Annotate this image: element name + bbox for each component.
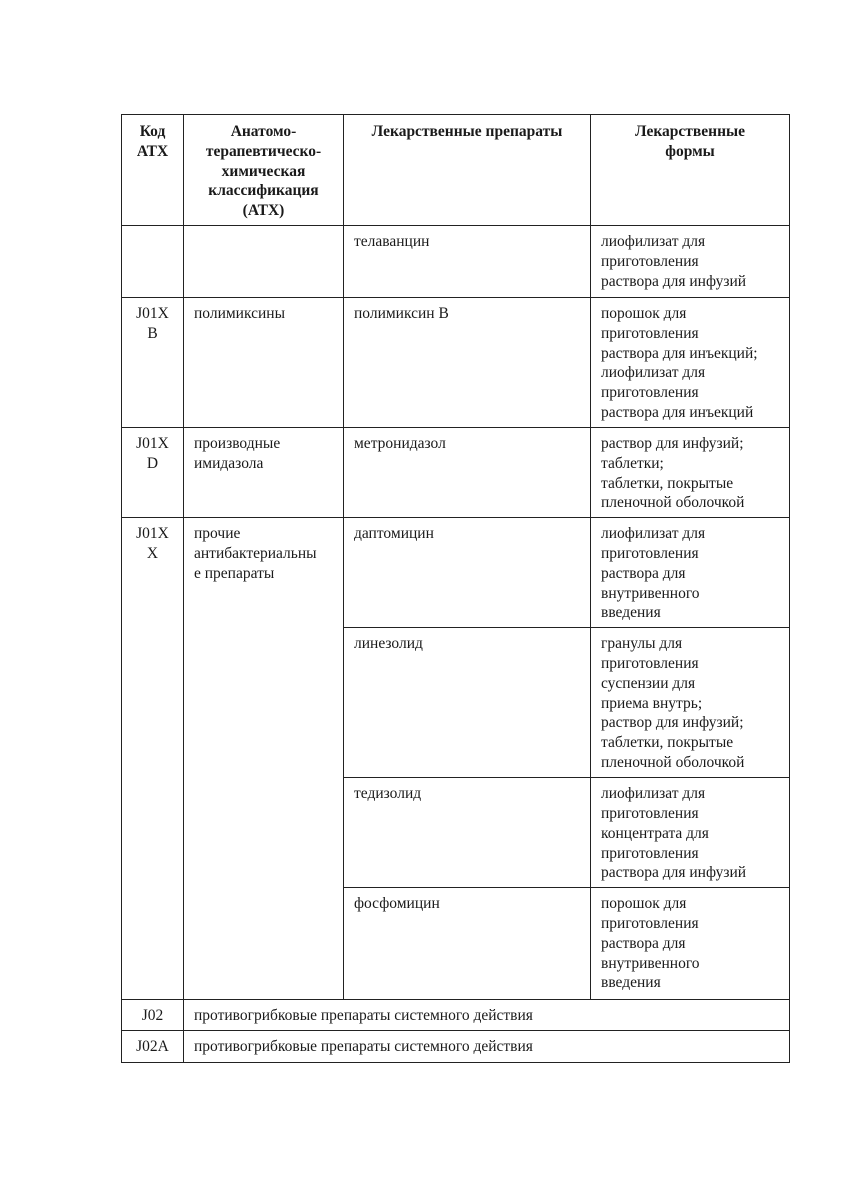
dosage-forms-cell: лиофилизат для приготовления раствора для инфузий — [591, 225, 790, 297]
table-row — [122, 1000, 790, 1031]
dosage-forms-cell: гранулы для приготовления суспензии для приема внутрь; раствор для инфузий; таблетки, покрытые пленочной оболочкой — [591, 628, 790, 778]
table-row — [122, 225, 790, 297]
atx-code-cell: J01X B — [122, 297, 184, 427]
atx-code-cell: J01X D — [122, 427, 184, 517]
drug-name-cell: даптомицин — [344, 518, 591, 628]
atx-group-cell: противогрибковые препараты системного действия — [184, 1030, 790, 1062]
drug-name-cell: метронидазол — [344, 427, 591, 517]
atx-group-cell: полимиксины — [184, 297, 344, 427]
atx-code-cell: J02A — [122, 1030, 184, 1062]
dosage-forms-cell: лиофилизат для приготовления концентрата для приготовления раствора для инфузий — [591, 778, 790, 888]
atx-group-cell: прочие антибактериальны е препараты — [184, 518, 344, 1000]
drug-name-cell: тедизолид — [344, 778, 591, 888]
atx-group-cell: противогрибковые препараты системного действия — [184, 1000, 790, 1031]
drug-name-cell: линезолид — [344, 628, 591, 778]
table-header-row — [122, 115, 790, 226]
header-drugs: Лекарственные препараты — [344, 115, 591, 226]
drug-name-cell: телаванцин — [344, 225, 591, 297]
table-row — [122, 518, 790, 628]
table-row — [122, 297, 790, 427]
dosage-forms-cell: порошок для приготовления раствора для инъекций; лиофилизат для приготовления раствора для инъекций — [591, 297, 790, 427]
drug-name-cell: фосфомицин — [344, 888, 591, 1000]
header-classification: Анатомо- терапевтическо- химическая классификация (АТХ) — [184, 115, 344, 226]
dosage-forms-cell: лиофилизат для приготовления раствора для внутривенного введения — [591, 518, 790, 628]
atx-code-cell: J01X X — [122, 518, 184, 1000]
header-forms: Лекарственные формы — [591, 115, 790, 226]
table-row — [122, 1030, 790, 1062]
atx-drug-table — [121, 114, 790, 1063]
table-row — [122, 427, 790, 517]
atx-group-cell: производные имидазола — [184, 427, 344, 517]
atx-code-cell — [122, 225, 184, 297]
dosage-forms-cell: раствор для инфузий; таблетки; таблетки, покрытые пленочной оболочкой — [591, 427, 790, 517]
header-code: Код АТХ — [122, 115, 184, 226]
atx-code-cell: J02 — [122, 1000, 184, 1031]
atx-group-cell — [184, 225, 344, 297]
drug-name-cell: полимиксин В — [344, 297, 591, 427]
dosage-forms-cell: порошок для приготовления раствора для внутривенного введения — [591, 888, 790, 1000]
